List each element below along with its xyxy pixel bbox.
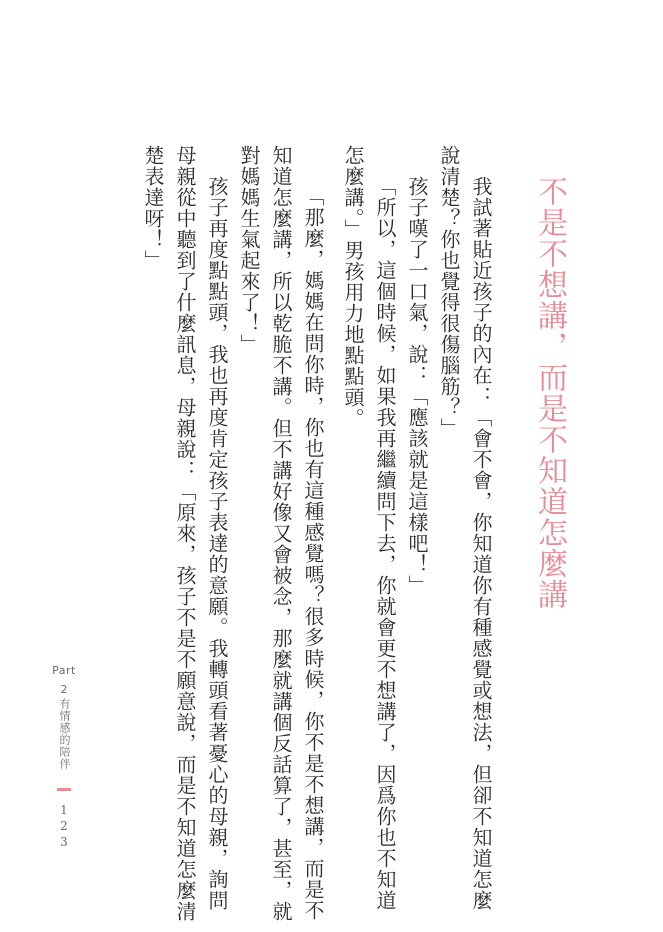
body-column-11: 楚表達呀！」 (141, 145, 165, 271)
body-column-5: 怎麼講。」男孩用力地點點頭。 (341, 145, 365, 429)
part-label (52, 664, 76, 677)
body-column-9: 孩子再度點點頭，我也再度肯定孩子表達的意願。我轉頭看著憂心的母親，詢問 (205, 176, 229, 911)
body-column-10: 母親從中聽到了什麼訊息，母親說：「原來，孩子不是不願意說，而是不知道怎麼清 (173, 145, 197, 922)
body-column-8: 對媽媽生氣起來了！」 (237, 145, 261, 355)
accent-divider (57, 788, 71, 791)
running-footer (44, 664, 84, 851)
part-number: 2 (60, 683, 68, 696)
part-title: 有情感的陪伴 (58, 698, 71, 770)
page-number: 123 (57, 803, 71, 851)
body-column-2: 說清楚？你也覺得很傷腦筋？」 (437, 145, 461, 439)
body-column-4: 「所以，這個時候，如果我再繼續問下去，你就會更不想講了，因爲你也不知道 (373, 176, 397, 911)
body-column-3: 孩子嘆了一口氣，說：「應該就是這樣吧！」 (405, 176, 429, 596)
body-column-7: 知道怎麼講，所以乾脆不講。但不講好像又會被念，那麼就講個反話算了，甚至，就 (269, 145, 293, 922)
body-column-1: 我試著貼近孩子的內在：「會不會，你知道你有種感覺或想法，但卻不知道怎麼 (469, 176, 493, 911)
part-word: Part (52, 664, 76, 677)
body-column-6: 「那麼，媽媽在問你時，你也有這種感覺嗎？很多時候，你不是不想講，而是不 (301, 186, 325, 921)
section-title: 不是不想講，而是不知道怎麼講 (532, 176, 567, 610)
